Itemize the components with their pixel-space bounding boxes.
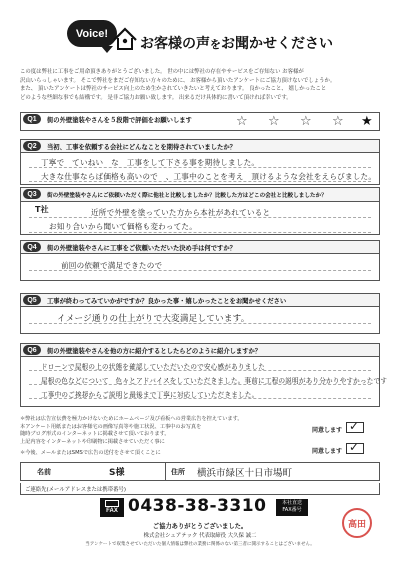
answer-line: 近所で外壁を塗っていた方から本社があれていると [91, 208, 271, 217]
star-filled-icon[interactable]: ★ [361, 114, 373, 129]
contact-row[interactable] [20, 483, 380, 495]
house-icon [112, 26, 138, 52]
privacy-note: 当アンケートで収集させていただいた個人情報は弊社の業務に関係のない第三者に開示することはございません。 [85, 542, 315, 547]
question-6-header [21, 344, 379, 357]
question-6 [20, 343, 388, 407]
name-label: 名前 [37, 468, 51, 476]
intro-text [20, 68, 388, 102]
fax-block [100, 498, 310, 518]
consent-line: ＊弊社は広告宣伝費を極力かけないためにホームページ及び看板への営業広告を控えています。 [20, 416, 243, 422]
agree-label-publish: 同意します [312, 427, 343, 434]
question-tag: Q2 [23, 141, 41, 151]
header [0, 0, 400, 62]
customer-info-row [20, 462, 380, 481]
question-tag: Q5 [23, 295, 41, 305]
thanks-text: ご協力ありがとうございました。 [152, 523, 248, 530]
question-4-header [21, 241, 379, 254]
consent-line: 随時ブログ形式のインターネットに掲載させて頂いております。 [20, 431, 170, 438]
answer-line: 丁寧で ていねい な 工事をして下さる事を期待しました。 [41, 158, 260, 167]
fax-machine-icon [100, 498, 124, 517]
question-text: 街の外壁塗装やさんにご依頼いただく際に他社と比較しましたか？比較した方はどこの会社と比較しましたか？ [47, 193, 327, 199]
answer-line: 大きな仕事ならば価格も高いので 、工事中のことを考え 頂けるような会社をえらびました。 [41, 172, 377, 181]
question-tag: Q3 [23, 189, 41, 199]
fax-number: 0438-38-3310 [128, 496, 267, 516]
question-2-header [21, 140, 379, 153]
question-text: 工事が終わってみていかがですか？良かった事・嬉しかったことをお聞かせください [47, 298, 287, 305]
question-text: 街の外壁塗装やさんに工事をご依頼いただいた決め手は何ですか？ [47, 245, 236, 252]
intro-line: 沢山いらっしゃいます。 そこで弊社をまだご存知ない方々のために、 お客様から頂いたアンケートにご協力頂けないでしょうか。 [20, 77, 336, 84]
page-title [140, 33, 333, 53]
question-3-header [21, 188, 379, 202]
question-tag: Q1 [23, 114, 41, 124]
question-3 [20, 187, 380, 235]
intro-line: また、 頂いたアンケートは弊社のサービス向上のため生かされていきたいと考えております。 良かったこと、 嬉しかったこと [20, 86, 327, 92]
question-text: 街の外壁塗装やさんを他の方に紹介するとしたらどのように紹介しますか？ [47, 348, 262, 355]
question-5 [20, 293, 380, 334]
star-icon[interactable]: ☆ [268, 114, 280, 129]
address-field[interactable]: 横浜市緑区十日市場町 [197, 468, 293, 479]
question-2 [20, 139, 380, 185]
fax-note-line: 本社直送 [281, 500, 302, 506]
answer-line: 前回の依頼で満足できたので [61, 261, 163, 270]
consent-line: 本アンケート用紙またはお客様宅の画像写真等や施工状況、工事中のお写真を [20, 423, 202, 430]
star-icon[interactable]: ☆ [300, 114, 312, 129]
question-1 [20, 112, 380, 131]
fax-note [276, 499, 308, 516]
consent-line: 上記内容をインターネットや印刷物に掲載させていただく事に [20, 438, 165, 445]
star-icon[interactable]: ☆ [236, 114, 248, 129]
check-icon: ✓ [349, 440, 360, 454]
consent-line: ＊今後、メールまたはSMSで広告の送付をさせて頂くことに [20, 450, 161, 457]
seal-stamp: 高田 [342, 508, 372, 538]
agree-label-sms: 同意します [312, 448, 343, 455]
star-icon[interactable]: ☆ [332, 114, 344, 129]
contact-label: ご連絡先(メールアドレスまたは携帯番号) [25, 487, 126, 493]
answer-line: イメージ通りの仕上がりで大変満足しています。 [57, 314, 250, 324]
title-particle: を [210, 38, 221, 51]
question-4 [20, 240, 380, 281]
question-tag: Q4 [23, 242, 41, 252]
compared-company: T社 [35, 205, 49, 214]
title-main: お客様の声 [140, 36, 210, 52]
question-5-header [21, 294, 379, 307]
title-tail: お聞かせください [221, 36, 333, 52]
question-tag: Q6 [23, 345, 41, 355]
question-text: 当初、工事を依頼する会社にどんなことを期待されていましたか？ [47, 144, 236, 151]
name-field[interactable]: S様 [109, 468, 125, 478]
question-text: 街の外壁塗装やさんを５段階で評価をお願いします [47, 117, 192, 124]
answer-line: 工事中のご挨拶からご説明と最後まで丁寧に対応していただきました。 [41, 391, 259, 399]
answer-line: 屋根の色などについて 色々とアドバイスをしていただきました。事前に工程の説明があり分かりやすかったです [41, 377, 388, 385]
intro-line: どのような些細な事でも結構です。 是非ご協力お願い致します。 出来るだけ具体的に書いて頂ければ幸いです。 [20, 94, 292, 101]
fax-badge-label: FAX [106, 508, 118, 514]
question-1-header [21, 113, 379, 130]
voice-badge: Voice! [67, 20, 117, 47]
company-name: 株式会社シェアテック 代表取締役 大久保 誠二 [143, 533, 257, 539]
fax-note-line: FAX番号 [282, 507, 302, 513]
address-label: 住所 [171, 468, 185, 476]
answer-line: お知り合いから聞いて価格も変わってた。 [49, 222, 198, 231]
check-icon: ✓ [349, 419, 360, 433]
intro-line: この度は弊社に工事をご用命頂きありがとうございました。 世の中には弊社の存在やサービスをご存知ない お客様が [20, 69, 304, 75]
answer-line: ドローンで屋根の上の状態を確認していただいたので安心感がありました [41, 363, 266, 371]
